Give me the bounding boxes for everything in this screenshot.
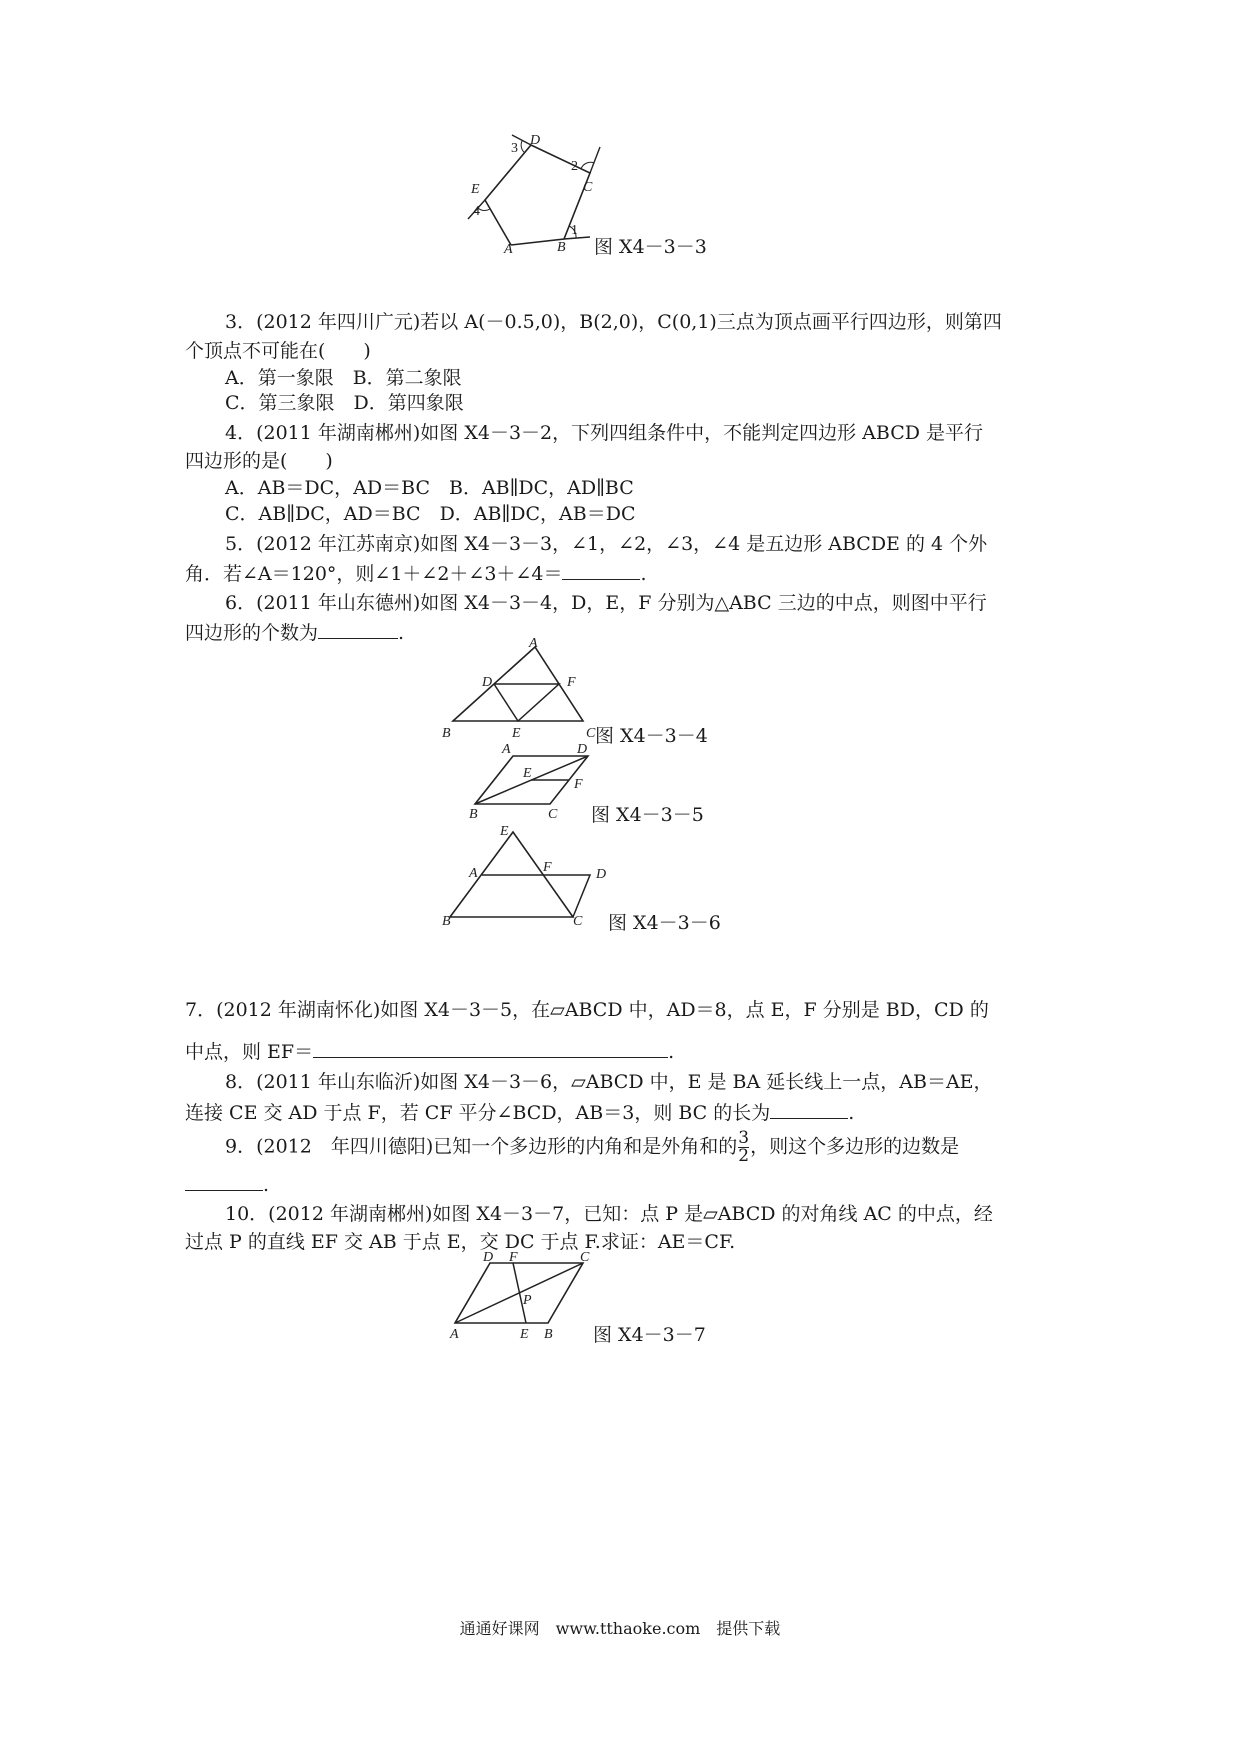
period: . xyxy=(263,1174,270,1196)
parallelogram-line-through-center-diagram xyxy=(445,1248,605,1343)
question-9-line-1 xyxy=(185,1130,1105,1165)
question-4-line-1: 4．(2011 年湖南郴州)如图 X4－3－2，下列四组条件中，不能判定四边形 ABCD 是平行 xyxy=(225,422,984,444)
label-B: B xyxy=(469,807,478,822)
answer-blank[interactable] xyxy=(313,1037,668,1058)
question-4-options-ab: A．AB＝DC，AD＝BC B．AB∥DC，AD∥BC xyxy=(225,477,634,499)
label-D: D xyxy=(596,867,607,882)
label-F: F xyxy=(574,777,583,792)
question-7-line-1: 7．(2012 年湖南怀化)如图 X4－3－5，在▱ABCD 中，AD＝8，点 E，F 分别是 BD，CD 的 xyxy=(185,999,989,1021)
label-B: B xyxy=(544,1327,553,1342)
question-3-line-1: 3．(2012 年四川广元)若以 A(－0.5,0)，B(2,0)，C(0,1)三点为顶点画平行四边形，则第四 xyxy=(225,311,1002,333)
question-9-text-b: ，则这个多边形的边数是 xyxy=(750,1135,960,1158)
question-6-line-2 xyxy=(185,618,1065,648)
label-B: B xyxy=(557,240,566,255)
label-F: F xyxy=(543,860,552,875)
caption-x4-3-3: 图 X4－3－3 xyxy=(594,236,707,258)
question-10-line-2: 过点 P 的直线 EF 交 AB 于点 E，交 DC 于点 F.求证：AE＝CF. xyxy=(185,1231,736,1253)
label-F: F xyxy=(509,1250,518,1265)
question-6-line-1: 6．(2011 年山东德州)如图 X4－3－4，D，E，F 分别为△ABC 三边的中点，则图中平行 xyxy=(225,592,987,614)
question-3-options-cd: C．第三象限 D．第四象限 xyxy=(225,392,464,414)
label-E: E xyxy=(520,1327,529,1342)
label-E: E xyxy=(523,766,532,781)
question-3-options-ab: A．第一象限 B．第二象限 xyxy=(225,367,462,389)
answer-blank[interactable] xyxy=(185,1170,263,1191)
figure-x4-3-5 xyxy=(460,740,610,825)
label-B: B xyxy=(442,726,451,741)
label-C: C xyxy=(586,726,596,741)
question-4-line-2: 四边形的是( ) xyxy=(185,450,333,472)
label-A: A xyxy=(469,866,478,881)
question-5-line-1: 5．(2012 年江苏南京)如图 X4－3－3，∠1，∠2，∠3，∠4 是五边形 ABCDE 的 4 个外 xyxy=(225,533,988,555)
label-B: B xyxy=(442,914,451,929)
answer-blank[interactable] xyxy=(562,559,640,580)
parallelogram-extension-diagram xyxy=(435,822,625,937)
label-D: D xyxy=(577,742,588,757)
period: . xyxy=(640,563,647,585)
answer-blank[interactable] xyxy=(318,618,398,639)
fraction-numerator: 3 xyxy=(738,1128,750,1148)
label-A: A xyxy=(504,242,513,257)
question-7-text: 中点，则 EF＝ xyxy=(185,1041,314,1063)
question-5-text: 角．若∠A＝120°，则∠1＋∠2＋∠3＋∠4＝ xyxy=(185,563,563,585)
question-9-text-a: 9．(2012 年四川德阳)已知一个多边形的内角和是外角和的 xyxy=(225,1135,738,1158)
label-D: D xyxy=(483,1250,494,1265)
figure-x4-3-6 xyxy=(435,822,625,937)
caption-x4-3-6: 图 X4－3－6 xyxy=(608,912,721,934)
fraction-denominator: 2 xyxy=(738,1146,750,1166)
label-E: E xyxy=(512,726,521,741)
label-P: P xyxy=(523,1293,532,1308)
triangle-midpoint-diagram xyxy=(435,635,605,745)
label-2: 2 xyxy=(571,159,578,174)
label-D: D xyxy=(482,675,493,690)
question-6-text: 四边形的个数为 xyxy=(185,622,319,644)
question-3-line-2: 个顶点不可能在( ) xyxy=(185,340,371,362)
label-1: 1 xyxy=(571,223,578,238)
figure-x4-3-7 xyxy=(445,1248,605,1343)
figure-x4-3-4 xyxy=(435,635,605,745)
label-E: E xyxy=(471,182,480,197)
question-8-line-2 xyxy=(185,1098,1065,1128)
label-A: A xyxy=(502,742,511,757)
question-8-line-1: 8．(2011 年山东临沂)如图 X4－3－6，▱ABCD 中，E 是 BA 延长线上一点，AB＝AE， xyxy=(225,1071,993,1093)
label-F: F xyxy=(567,675,576,690)
label-E: E xyxy=(500,824,509,839)
label-3: 3 xyxy=(511,141,518,156)
label-C: C xyxy=(548,807,558,822)
label-C: C xyxy=(583,180,593,195)
label-D: D xyxy=(530,133,541,148)
question-7-line-2 xyxy=(185,1037,1065,1067)
period: . xyxy=(398,622,405,644)
label-C: C xyxy=(580,1250,590,1265)
caption-x4-3-5: 图 X4－3－5 xyxy=(591,804,704,826)
label-A: A xyxy=(450,1327,459,1342)
question-8-text: 连接 CE 交 AD 于点 F，若 CF 平分∠BCD，AB＝3，则 BC 的长为 xyxy=(185,1102,771,1124)
question-4-options-cd: C．AB∥DC，AD＝BC D．AB∥DC，AB＝DC xyxy=(225,503,636,525)
parallelogram-diagonal-diagram xyxy=(460,740,610,825)
period: . xyxy=(668,1041,675,1063)
label-C: C xyxy=(573,914,583,929)
answer-blank[interactable] xyxy=(770,1098,848,1119)
label-4: 4 xyxy=(473,204,480,219)
page-footer: 通通好课网 www.tthaoke.com 提供下载 xyxy=(459,1619,781,1638)
period: . xyxy=(848,1102,855,1124)
caption-x4-3-4: 图 X4－3－4 xyxy=(595,725,708,747)
question-10-line-1: 10．(2012 年湖南郴州)如图 X4－3－7，已知：点 P 是▱ABCD 的对角线 AC 的中点，经 xyxy=(225,1203,993,1225)
question-9-line-2 xyxy=(185,1170,1065,1200)
caption-x4-3-7: 图 X4－3－7 xyxy=(593,1324,706,1346)
label-A: A xyxy=(529,636,538,651)
question-5-line-2 xyxy=(185,559,1065,589)
fraction-three-halves xyxy=(738,1130,749,1165)
